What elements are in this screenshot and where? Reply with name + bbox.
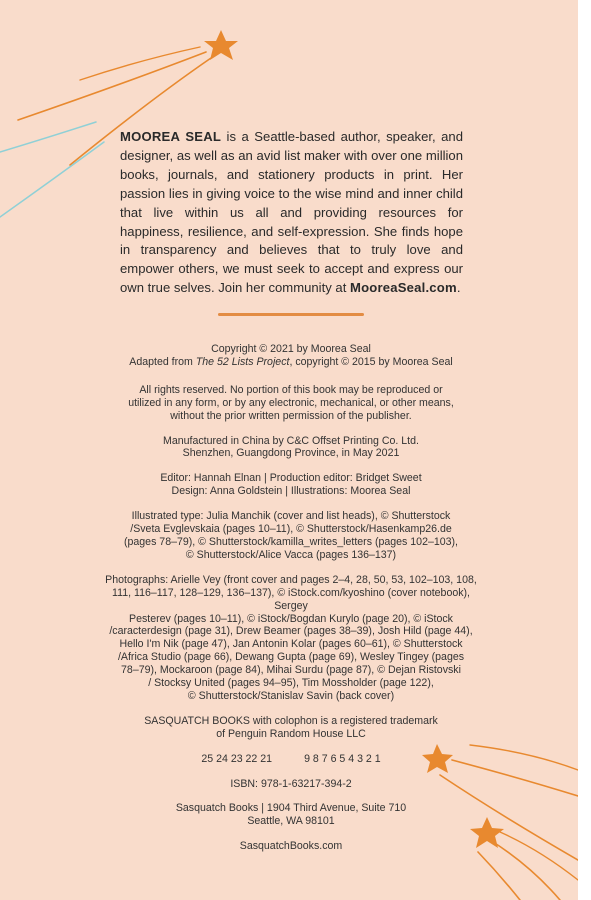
adapted-prefix: Adapted from: [129, 355, 196, 368]
manufactured-line-1: Manufactured in China by C&C Offset Printing Co. Ltd.: [163, 434, 419, 447]
trail-br-6: [500, 832, 578, 880]
illustrated-type-line: /Sveta Evglevskaia (pages 10–11), © Shutterstock/Hasenkamp26.de: [130, 523, 452, 536]
printing-numbers: [104, 753, 478, 766]
manufactured-line-2: Shenzhen, Guangdong Province, in May 2021: [182, 447, 400, 460]
publisher-address-line-1: Sasquatch Books | 1904 Third Avenue, Suite 710: [175, 802, 407, 815]
photographs-line: /Africa Studio (page 66), Dewang Gupta (page 69), Wesley Tingey (pages: [117, 651, 465, 664]
adapted-from-line: [104, 356, 478, 369]
trademark-line-1: SASQUATCH BOOKS with colophon is a registered trademark: [144, 714, 438, 727]
illustrated-type-line: © Shutterstock/Alice Vacca (pages 136–137): [185, 548, 397, 561]
trail-orange-1: [18, 52, 206, 120]
illustrated-type-line: Illustrated type: Julia Manchik (cover and list heads), © Shutterstock: [131, 510, 451, 523]
divider-line: [218, 313, 364, 316]
illustrated-type-line: (pages 78–79), © Shutterstock/kamilla_writes_letters (pages 102–103),: [123, 535, 459, 548]
author-bio: [120, 128, 463, 298]
adapted-suffix: , copyright © 2015 by Moorea Seal: [289, 355, 453, 368]
rights-line-2: utilized in any form, or by any electronic, mechanical, or other means,: [128, 396, 454, 409]
printing-sequence: 9 8 7 6 5 4 3 2 1: [304, 752, 381, 765]
copyright-line: Copyright © 2021 by Moorea Seal: [211, 343, 371, 355]
trail-orange-3: [80, 47, 200, 80]
photographs-line: Photographs: Arielle Vey (front cover and pages 2–4, 28, 50, 53, 102–103, 108,: [105, 573, 477, 586]
author-website-link[interactable]: MooreaSeal.com: [349, 280, 457, 296]
star-icon: [204, 30, 238, 60]
bio-end-punct: .: [456, 280, 461, 296]
trail-br-5: [478, 852, 520, 900]
trademark-line-2: of Penguin Random House LLC: [216, 727, 366, 740]
photographs-line: 111, 116–117, 128–129, 136–137), © iStock.com/kyoshino (cover notebook), Sergey: [111, 586, 471, 612]
isbn-line: ISBN: 978-1-63217-394-2: [230, 777, 352, 790]
photographs-line: Hello I'm Nik (page 47), Jan Antonin Kolar (pages 60–61), © Shutterstock: [119, 638, 463, 651]
copyright-block: [104, 343, 478, 853]
rights-line-3: without the prior written permission of the publisher.: [170, 409, 412, 422]
trail-blue-2: [0, 142, 104, 217]
trail-br-3: [470, 745, 578, 770]
publisher-website-link[interactable]: SasquatchBooks.com: [239, 840, 343, 853]
author-bio-text: is a Seattle-based author, speaker, and designer, as well as an avid list maker with over one million books, journals, and stationery products in print. Her passion lies in giving voice to the wise mind and inner child that live within us all and providing resources for happiness, resilience, and self-expression. She finds hope in transparency and believes that to truly love and empower others, we must seek to accept and express our own true selves. Join her community at: [120, 129, 463, 296]
trail-br-4: [490, 840, 560, 900]
rights-line-1: All rights reserved. No portion of this book may be reproduced or: [139, 383, 443, 396]
photographs-line: Pesterev (pages 10–11), © iStock/Bogdan Kurylo (page 20), © iStock: [129, 612, 453, 625]
photographs-line: / Stocksy United (pages 94–95), Tim Mossholder (page 122),: [148, 677, 434, 690]
adapted-title: The 52 Lists Project: [195, 355, 290, 368]
printing-years: 25 24 23 22 21: [201, 752, 273, 765]
trail-blue-1: [0, 122, 96, 152]
photographs-line: 78–79), Mockaroon (page 84), Mihai Surdu (page 87), © Dejan Ristovski: [121, 664, 461, 677]
publisher-address-line-2: Seattle, WA 98101: [247, 815, 335, 828]
author-name: MOOREA SEAL: [120, 129, 222, 144]
photographs-line: /caracterdesign (page 31), Drew Beamer (pages 38–39), Josh Hild (page 44),: [109, 625, 473, 638]
credits-line-1: Editor: Hannah Elnan | Production editor: Bridget Sweet: [160, 472, 422, 485]
credits-line-2: Design: Anna Goldstein | Illustrations: Moorea Seal: [171, 485, 411, 498]
photographs-line: © Shutterstock/Stanislav Savin (back cover): [187, 689, 395, 702]
